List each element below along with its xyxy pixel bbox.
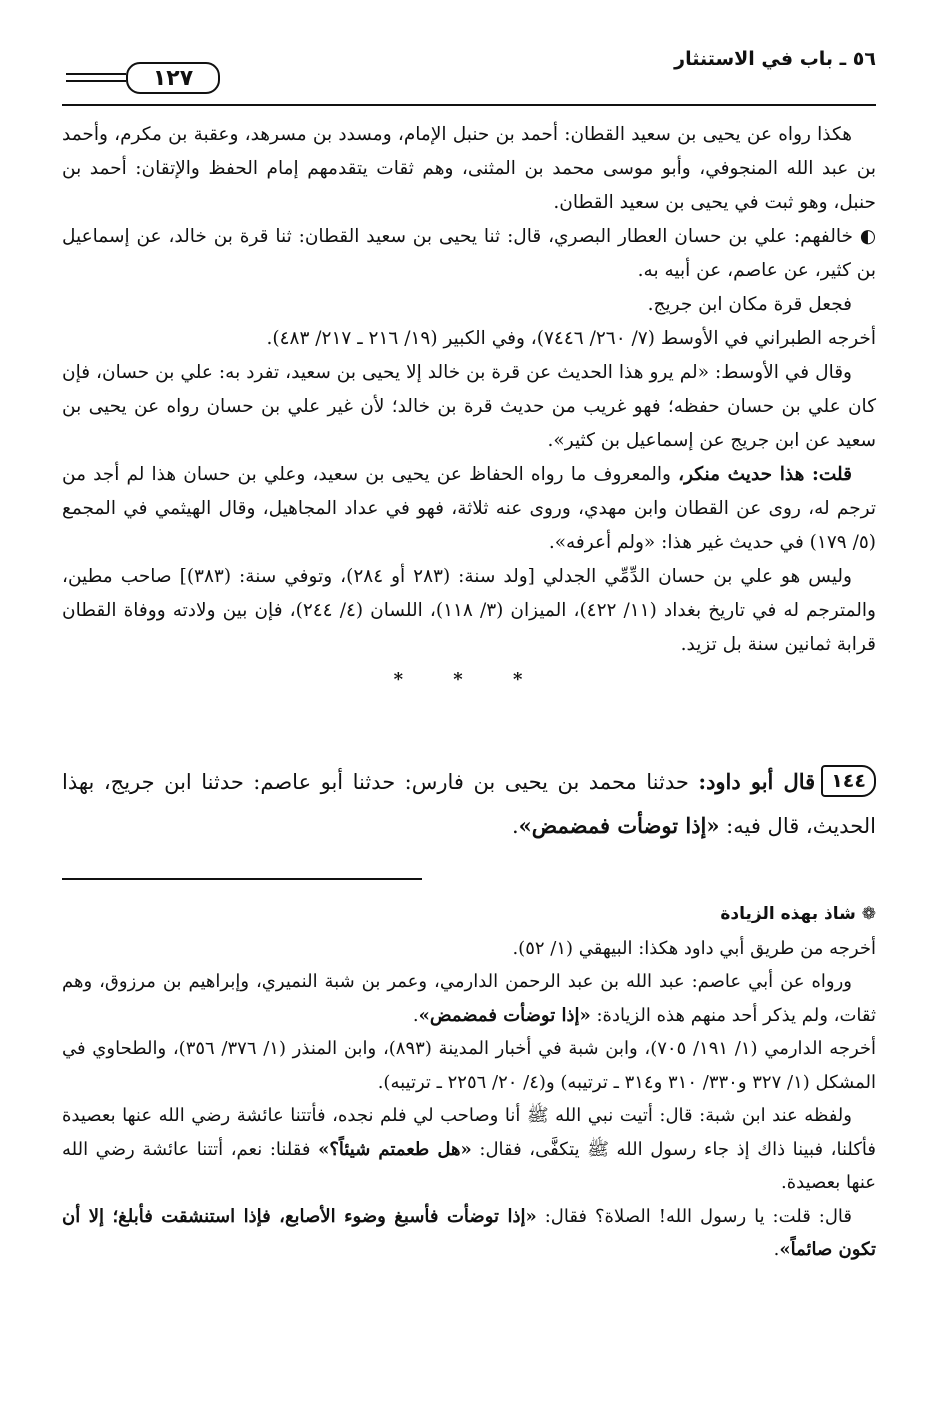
chapter-title: ٥٦ ـ باب في الاستنثار — [674, 48, 876, 70]
hadith-quote: «إذا توضأت فمضمض» — [518, 813, 720, 838]
page-number: ١٢٧ — [126, 62, 220, 94]
header-divider — [62, 104, 876, 106]
hadith-block — [62, 760, 876, 848]
hadith-text — [62, 760, 876, 848]
note-5-quote: «إذا توضأت فأسبغ وضوء الأصابع، فإذا استنشقت فأبلغ؛ إلا أن تكون صائماً» — [62, 1205, 876, 1260]
ornament-rule — [66, 73, 126, 82]
footnotes — [62, 898, 876, 1267]
verdict-bold: قلت: هذا حديث منكر، — [678, 464, 852, 485]
note-5-end: . — [773, 1239, 780, 1260]
paragraph-6 — [62, 458, 876, 560]
hadith-end: . — [511, 814, 519, 838]
note-5-text: قال: قلت: يا رسول الله! الصلاة؟ فقال: — [536, 1205, 852, 1227]
page-header — [62, 40, 876, 110]
note-1: أخرجه من طريق أبي داود هكذا: البيهقي (١/ ٥٢). — [512, 937, 876, 959]
note-5 — [62, 1200, 876, 1267]
note-4-end: فقلنا: نعم، أتتنا عائشة رضي الله عنها بعصيدة. — [62, 1138, 876, 1193]
note-4-text: ولفظه عند ابن شبة: قال: أتيت نبي الله ﷺ أنا وصاحب لي فلم نجده، فأتتنا عائشة رضي الله عنها بعصيدة فأكلنا، فبينا ذاك إذ جاء رسول الله ﷺ يتكفَّى، فقال: — [62, 1105, 877, 1160]
note-2 — [62, 965, 876, 1032]
paragraph-7: وليس هو علي بن حسان الدِّمِّي الجدلي [ولد سنة: (٢٨٣ أو ٢٨٤)، وتوفي سنة: (٣٨٣)] صاحب مطين، والمترجم له في تاريخ بغداد (١١/ ٤٢٢)، الميزان (٣/ ١١٨)، اللسان (٤/ ٢٤٤)، فإن بين ولادته ووفاة القطان قرابة ثمانين سنة بل تزيد. — [62, 566, 876, 655]
note-2-quote: «إذا توضأت فمضمض» — [418, 1004, 591, 1026]
note-2-end: . — [412, 1004, 419, 1026]
paragraph-5: وقال في الأوسط: «لم يرو هذا الحديث عن قرة بن خالد إلا يحيى بن سعيد، تفرد به: علي بن حسان، فإن كان علي بن حسان حفظه؛ فهو غريب من حديث قرة بن خالد؛ لأن غير علي بن حسان رواه عن يحيى بن سعيد عن ابن جريج عن إسماعيل بن كثير». — [62, 362, 876, 451]
paragraph-2: ◐ خالفهم: علي بن حسان العطار البصري، قال: ثنا يحيى بن سعيد القطان: ثنا قرة بن خالد، عن إسماعيل بن كثير، عن عاصم، عن أبيه به. — [62, 226, 876, 281]
note-3: أخرجه الدارمي (١/ ١٩١/ ٧٠٥)، وابن شبة في أخبار المدينة (٨٩٣)، وابن المنذر (١/ ٣٧٦/ ٣٥٦)، والطحاوي في المشكل (١/ ٣٢٧ و٣٣٠/ ٣١٠ و٣١٤ ـ ترتيبه) و(٤/ ٢٠/ ٢٢٥٦ ـ ترتيبه). — [62, 1038, 877, 1093]
main-text — [62, 118, 876, 698]
paragraph-6-text: والمعروف ما رواه الحفاظ عن يحيى بن سعيد، وعلي بن حسان هذا لم أجد من ترجم له، روى عن القطان وابن مهدي، وروى عنه ثلاثة، فهو في عداد المجاهيل، وقال الهيثمي في المجمع (٥/ ١٧٩) في حديث غير هذا: «ولم أعرفه». — [62, 464, 876, 553]
note-2-text: ورواه عن أبي عاصم: عبد الله بن عبد الرحمن الدارمي، وعمر بن شبة النميري، وإبراهيم بن مرزوق، وهم ثقات، ولم يذكر أحد منهم هذه الزيادة: — [62, 971, 876, 1026]
paragraph-4: أخرجه الطبراني في الأوسط (٧/ ٢٦٠/ ٧٤٤٦)، وفي الكبير (١٩/ ٢١٦ ـ ٢١٧/ ٤٨٣). — [266, 328, 876, 349]
note-heading: ❁ شاذ بهذه الزيادة — [720, 904, 876, 924]
footnote-divider — [62, 878, 422, 880]
paragraph-1: هكذا رواه عن يحيى بن سعيد القطان: أحمد بن حنبل الإمام، ومسدد بن مسرهد، وعقبة بن مكرم، وأحمد بن عبد الله المنجوفي، وأبو موسى محمد بن المثنى، وهم ثقات يتقدمهم إمام الحفظ والإتقان: أحمد بن حنبل، وهو ثبت في يحيى بن سعيد القطان. — [62, 124, 876, 213]
note-4-quote: «هل طعمتم شيئاً؟» — [318, 1138, 472, 1160]
hadith-number: ١٤٤ — [821, 765, 876, 797]
hadith-chain: حدثنا محمد بن يحيى بن فارس: حدثنا أبو عاصم: حدثنا ابن جريج، بهذا الحديث، قال فيه: — [62, 770, 876, 838]
section-separator: * * * — [393, 669, 545, 690]
page-number-ornament — [66, 60, 256, 104]
hadith-speaker: قال أبو داود: — [698, 769, 816, 794]
note-4 — [62, 1099, 876, 1200]
paragraph-3: فجعل قرة مكان ابن جريج. — [647, 294, 852, 315]
book-page — [62, 0, 876, 1410]
